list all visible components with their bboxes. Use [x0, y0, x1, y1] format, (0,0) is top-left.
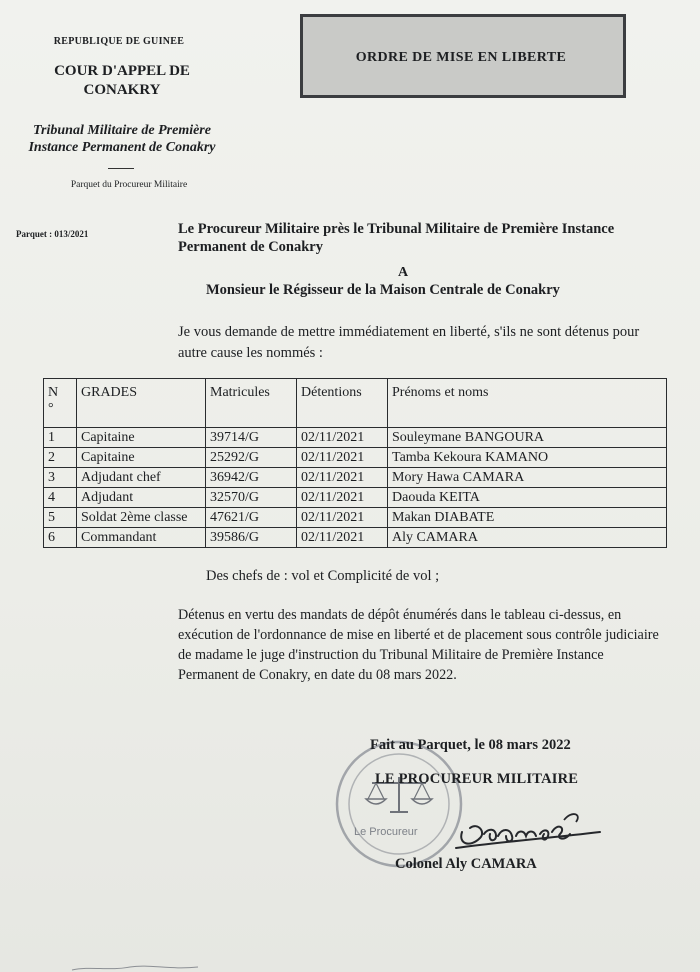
- row-grade: Adjudant: [77, 488, 206, 508]
- signatory-title: LE PROCUREUR MILITAIRE: [375, 771, 579, 787]
- table-row: [44, 448, 667, 468]
- row-grade: Soldat 2ème classe: [77, 508, 206, 528]
- row-name: Tamba Kekoura KAMANO: [388, 448, 667, 468]
- order-title: ORDRE DE MISE EN LIBERTE: [355, 50, 567, 65]
- row-grade: Adjudant chef: [77, 468, 206, 488]
- row-grade: Capitaine: [77, 448, 206, 468]
- table-row: [44, 488, 667, 508]
- row-detention: 02/11/2021: [297, 488, 388, 508]
- header-n-label: N: [48, 385, 59, 400]
- header-matricules: Matricules: [206, 379, 297, 428]
- detainees-table: [43, 378, 667, 548]
- to-marker: A: [398, 265, 409, 280]
- row-number: 5: [44, 508, 77, 528]
- republic-heading: REPUBLIQUE DE GUINEE: [53, 36, 185, 47]
- row-matricule: 36942/G: [206, 468, 297, 488]
- header-grades: GRADES: [77, 379, 206, 428]
- sender-line: Le Procureur Militaire près le Tribunal Militaire de Première Instance Permanent de Conakry: [178, 221, 615, 255]
- table-row: [44, 428, 667, 448]
- row-detention: 02/11/2021: [297, 468, 388, 488]
- row-number: 4: [44, 488, 77, 508]
- row-number: 1: [44, 428, 77, 448]
- row-detention: 02/11/2021: [297, 508, 388, 528]
- header-divider: [108, 168, 134, 169]
- table-row: [44, 528, 667, 548]
- body-paragraph: Détenus en vertu des mandats de dépôt énumérés dans le tableau ci-dessus, en exécution de l'ordonnance de mise en liberté et de placement sous contrôle judiciaire de madame le juge d'instruction du Tribunal Militaire de Première Instance Permanent de Conakry, en date du 08 mars 2022.: [178, 607, 659, 683]
- table-row: [44, 468, 667, 488]
- row-name: Aly CAMARA: [388, 528, 667, 548]
- parquet-reference: Parquet : 013/2021: [16, 229, 89, 239]
- header-detentions: Détentions: [297, 379, 388, 428]
- place-date-line: Fait au Parquet, le 08 mars 2022: [370, 737, 571, 753]
- row-matricule: 47621/G: [206, 508, 297, 528]
- footer-scribble-icon: [70, 962, 200, 972]
- table-header-row: [44, 379, 667, 428]
- row-matricule: 25292/G: [206, 448, 297, 468]
- intro-paragraph: Je vous demande de mettre immédiatement en liberté, s'ils ne sont détenus pour autre cause les nommés :: [178, 324, 640, 361]
- row-matricule: 39586/G: [206, 528, 297, 548]
- row-name: Daouda KEITA: [388, 488, 667, 508]
- row-detention: 02/11/2021: [297, 428, 388, 448]
- row-matricule: 39714/G: [206, 428, 297, 448]
- court-heading: COUR D'APPEL DE CONAKRY: [54, 63, 190, 98]
- table-row: [44, 508, 667, 528]
- stamp-label: Le Procureur: [354, 826, 418, 838]
- header-n: [44, 379, 77, 428]
- row-matricule: 32570/G: [206, 488, 297, 508]
- row-detention: 02/11/2021: [297, 448, 388, 468]
- row-grade: Capitaine: [77, 428, 206, 448]
- header-n-symbol: °: [48, 401, 54, 416]
- row-name: Mory Hawa CAMARA: [388, 468, 667, 488]
- row-grade: Commandant: [77, 528, 206, 548]
- row-number: 3: [44, 468, 77, 488]
- row-name: Makan DIABATE: [388, 508, 667, 528]
- handwritten-signature-icon: [440, 798, 608, 854]
- office-name: Parquet du Procureur Militaire: [70, 180, 188, 190]
- row-number: 2: [44, 448, 77, 468]
- row-detention: 02/11/2021: [297, 528, 388, 548]
- header-names: Prénoms et noms: [388, 379, 667, 428]
- row-name: Souleymane BANGOURA: [388, 428, 667, 448]
- tribunal-heading: Tribunal Militaire de Première Instance Permanent de Conakry: [28, 123, 216, 155]
- signatory-name: Colonel Aly CAMARA: [395, 856, 537, 872]
- charges-line: Des chefs de : vol et Complicité de vol ;: [206, 568, 440, 584]
- row-number: 6: [44, 528, 77, 548]
- recipient-line: Monsieur le Régisseur de la Maison Centrale de Conakry: [206, 282, 560, 298]
